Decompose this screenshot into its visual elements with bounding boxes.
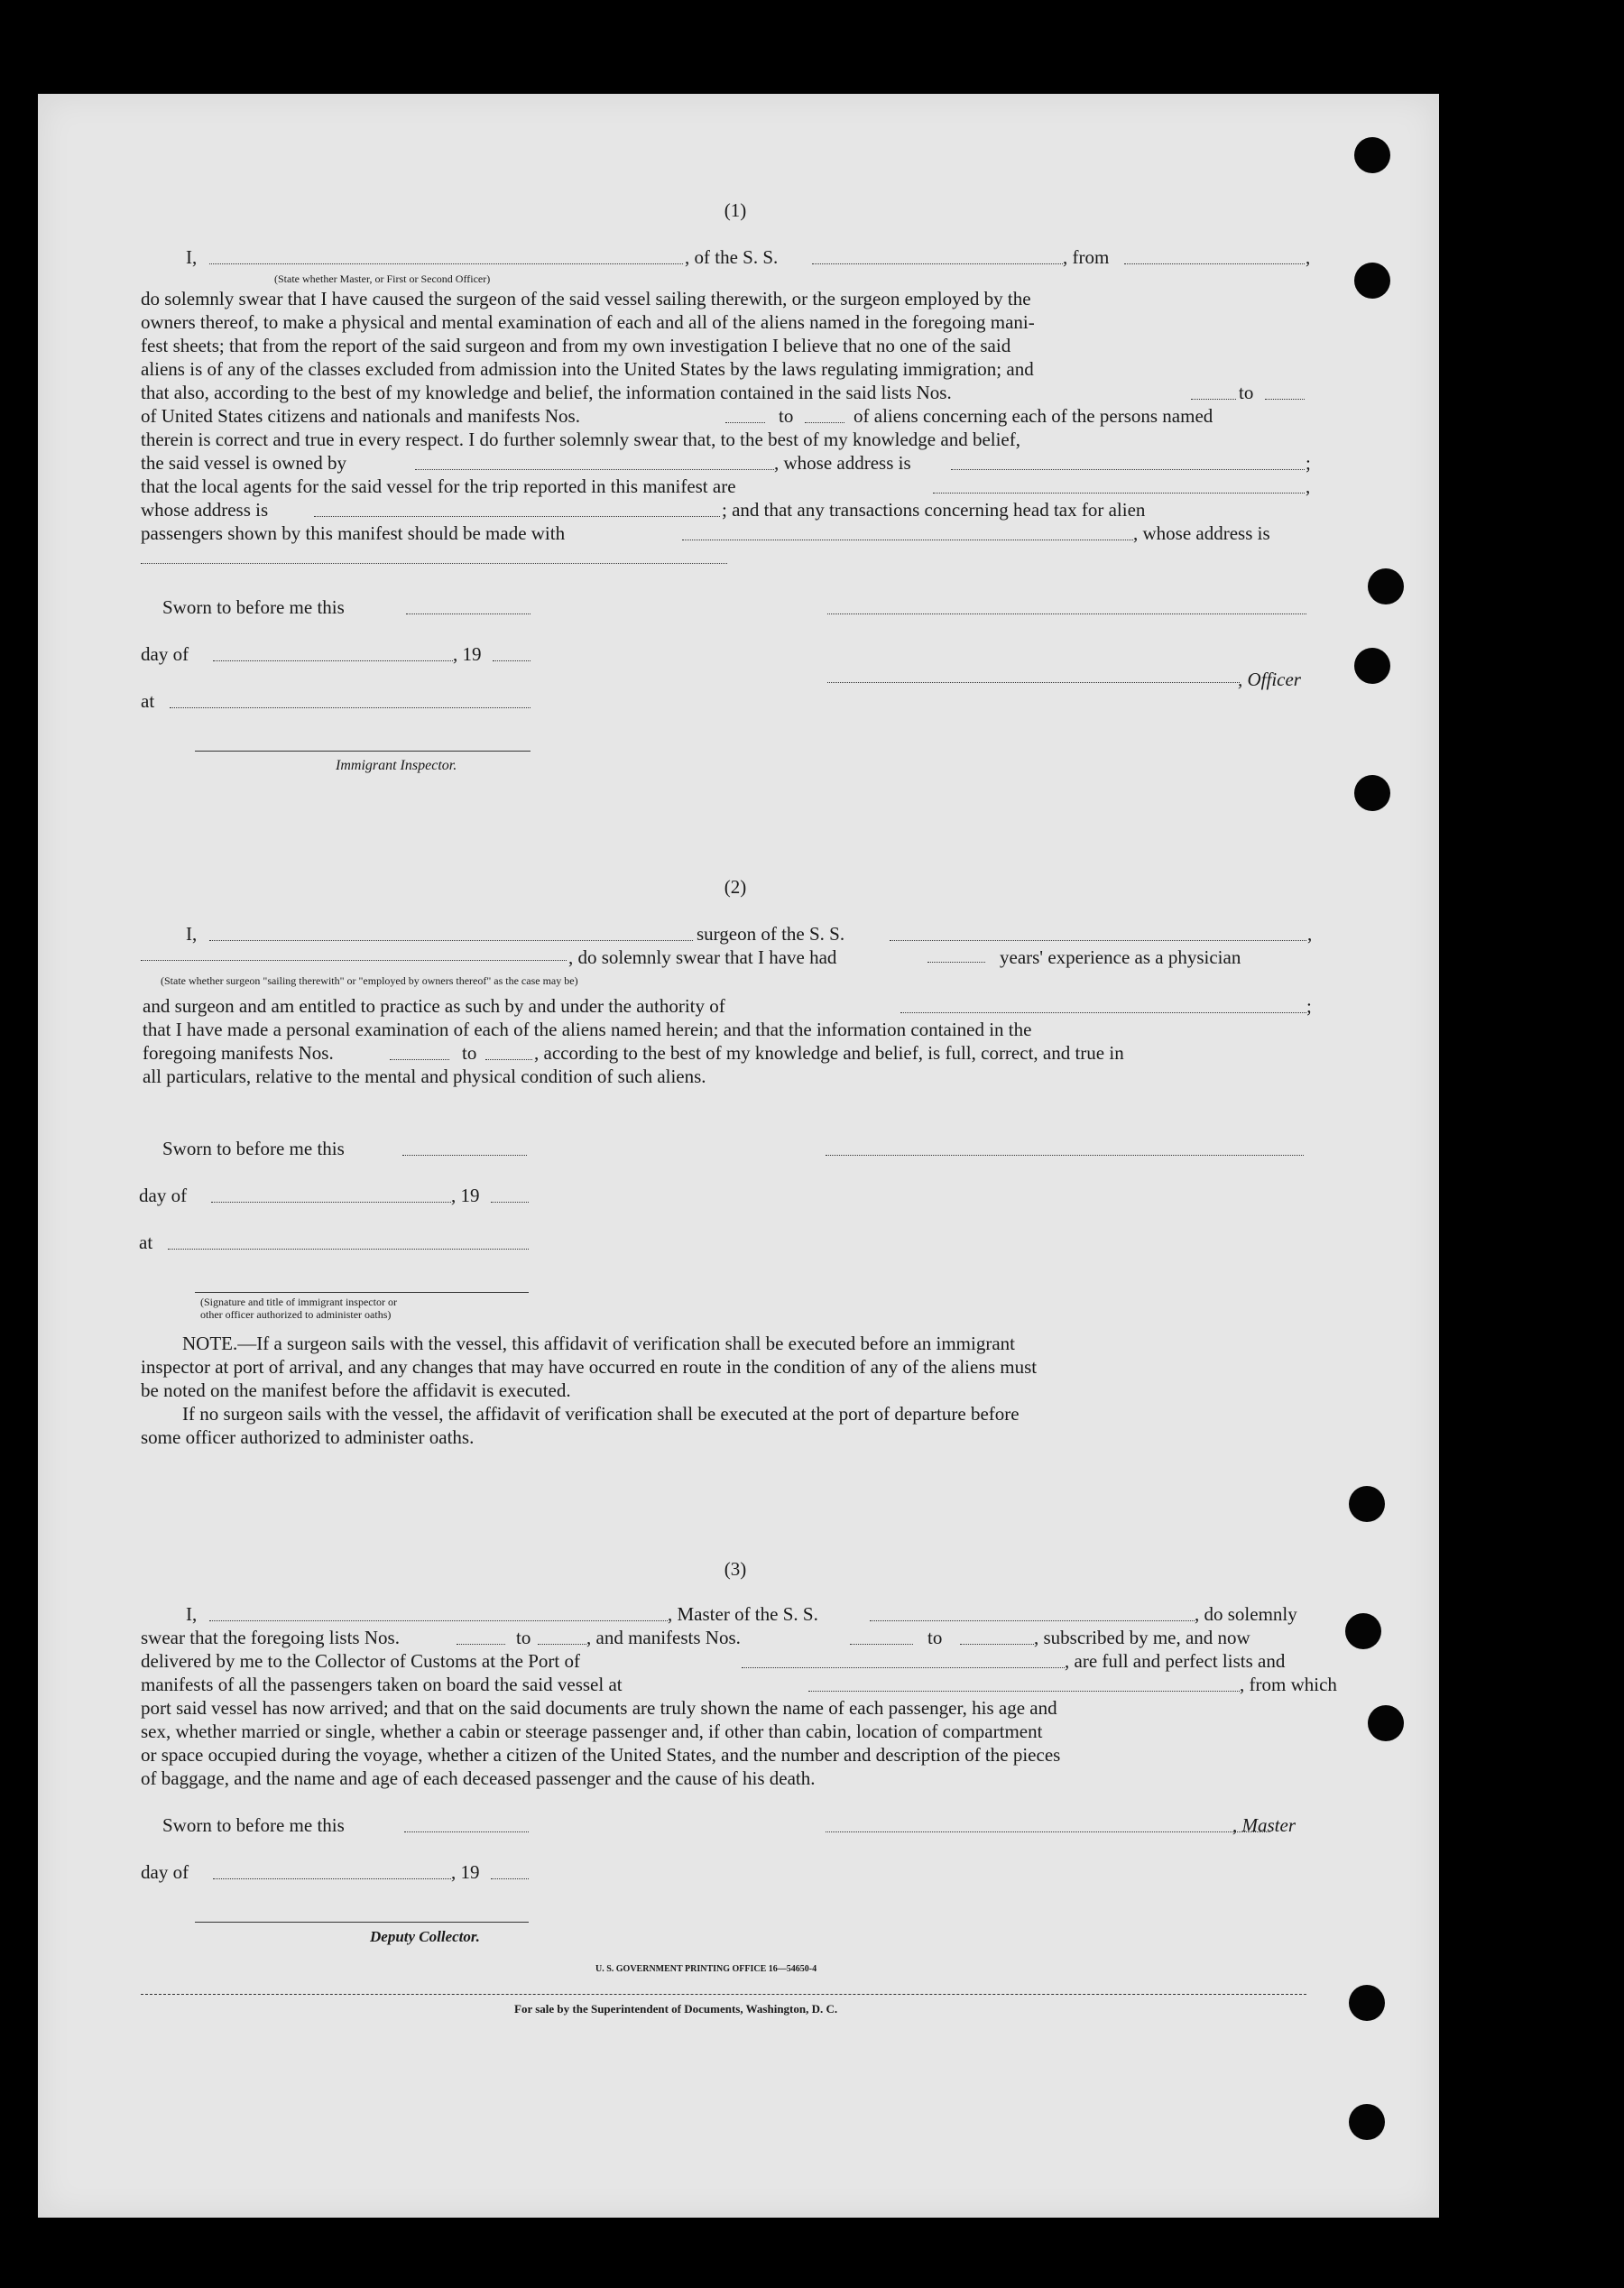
vessel-name-field[interactable] bbox=[812, 263, 1063, 264]
oath-line: , do solemnly swear that I have had bbox=[568, 946, 837, 968]
surgeon-status-field[interactable] bbox=[141, 960, 567, 961]
punch-hole-icon bbox=[1349, 2104, 1385, 2140]
whose-address-label: , whose address is bbox=[774, 452, 911, 474]
signature-hint: other officer authorized to administer oaths) bbox=[200, 1308, 392, 1321]
lists-from-field[interactable] bbox=[1191, 399, 1236, 400]
oath-line: , do solemnly bbox=[1195, 1603, 1297, 1625]
whose-address-label: , whose address is bbox=[1133, 522, 1270, 544]
sale-notice: For sale by the Superintendent of Documents, Washington, D. C. bbox=[514, 2002, 838, 2016]
manifests-to-field[interactable] bbox=[805, 422, 844, 423]
deputy-label: Deputy Collector. bbox=[370, 1928, 480, 1945]
years-experience-field[interactable] bbox=[927, 962, 985, 963]
field-hint: (State whether Master, or First or Second Officer) bbox=[274, 272, 491, 285]
manifests-from-field[interactable] bbox=[725, 422, 765, 423]
year-field[interactable] bbox=[493, 660, 531, 661]
sworn-label: Sworn to before me this bbox=[162, 1138, 345, 1159]
surgeon-name-field[interactable] bbox=[209, 940, 693, 941]
local-agents-label: that the local agents for the said vessel for the trip reported in this manifest are bbox=[141, 475, 736, 497]
punctuation: ; bbox=[1306, 995, 1312, 1017]
owned-by-label: the said vessel is owned by bbox=[141, 452, 347, 474]
oath-line: of United States citizens and nationals and manifests Nos. bbox=[141, 405, 580, 427]
note-line: be noted on the manifest before the affidavit is executed. bbox=[141, 1379, 571, 1401]
manifests-to-field[interactable] bbox=[960, 1644, 1034, 1645]
owner-field[interactable] bbox=[415, 469, 774, 470]
oath-line: , and manifests Nos. bbox=[586, 1627, 741, 1648]
surgeon-of-label: surgeon of the S. S. bbox=[697, 923, 845, 945]
punctuation: , bbox=[1307, 923, 1313, 945]
from-label: , from bbox=[1063, 246, 1110, 268]
oath-line: and surgeon and am entitled to practice as such by and under the authority of bbox=[143, 995, 725, 1017]
of-ss-label: , of the S. S. bbox=[685, 246, 779, 268]
day-of-label: day of bbox=[141, 1861, 189, 1883]
punch-hole-icon bbox=[1368, 1705, 1404, 1741]
lists-to-field[interactable] bbox=[1265, 399, 1305, 400]
deputy-signature-line[interactable] bbox=[195, 1922, 529, 1923]
punch-hole-icon bbox=[1368, 568, 1404, 604]
punch-hole-icon bbox=[1354, 775, 1390, 811]
note-text: —If a surgeon sails with the vessel, this affidavit of verification shall be executed before an immigrant bbox=[237, 1333, 1015, 1354]
oath-line: , are full and perfect lists and bbox=[1065, 1650, 1286, 1672]
day-of-field[interactable] bbox=[213, 1878, 451, 1879]
oath-line: manifests of all the passengers taken on board the said vessel at bbox=[141, 1674, 623, 1695]
oath-line: that I have made a personal examination of each of the aliens named herein; and that the information contained in the bbox=[143, 1019, 1032, 1040]
at-place-field[interactable] bbox=[168, 1249, 529, 1250]
oath-line: aliens is of any of the classes excluded from admission into the United States by the laws regulating immigration; and bbox=[141, 358, 1034, 380]
head-tax-address-field[interactable] bbox=[141, 563, 727, 564]
officer-label: , Officer bbox=[1238, 669, 1301, 690]
manifests-from-field[interactable] bbox=[390, 1059, 449, 1060]
oath-line: sex, whether married or single, whether a cabin or steerage passenger and, if other than cabin, location of compartment bbox=[141, 1721, 1043, 1742]
oath-line: fest sheets; that from the report of the said surgeon and from my own investigation I believe that no one of the said bbox=[141, 335, 1011, 356]
manifests-to-field[interactable] bbox=[485, 1059, 532, 1060]
authority-field[interactable] bbox=[900, 1012, 1306, 1013]
oath-line: or space occupied during the voyage, whether a citizen of the United States, and the number and description of the pieces bbox=[141, 1744, 1061, 1766]
form-page bbox=[38, 94, 1439, 2218]
oath-line: of baggage, and the name and age of each deceased passenger and the cause of his death. bbox=[141, 1767, 816, 1789]
departure-port-field[interactable] bbox=[808, 1691, 1240, 1692]
master-vessel-field[interactable] bbox=[870, 1620, 1195, 1621]
inspector-signature-line[interactable] bbox=[195, 751, 531, 752]
oath-line: foregoing manifests Nos. bbox=[143, 1042, 334, 1064]
punctuation: , bbox=[1306, 246, 1311, 268]
oath-line: , according to the best of my knowledge and belief, is full, correct, and true in bbox=[534, 1042, 1124, 1064]
field-hint: (State whether surgeon "sailing therewith" or "employed by owners thereof" as the case may be) bbox=[161, 974, 578, 987]
note-line bbox=[182, 1332, 1015, 1355]
signature-hint: (Signature and title of immigrant inspector or bbox=[200, 1296, 397, 1308]
punch-hole-icon bbox=[1349, 1486, 1385, 1522]
punch-hole-icon bbox=[1354, 648, 1390, 684]
whose-address-label: whose address is bbox=[141, 499, 269, 521]
master-label: , Master bbox=[1232, 1814, 1296, 1836]
oath-line: swear that the foregoing lists Nos. bbox=[141, 1627, 400, 1648]
at-label: at bbox=[141, 690, 155, 712]
oath-line: that also, according to the best of my knowledge and belief, the information contained in the said lists Nos. bbox=[141, 382, 952, 403]
year-label: , 19 bbox=[451, 1861, 480, 1883]
punch-hole-icon bbox=[1345, 1613, 1381, 1649]
sworn-date-field[interactable] bbox=[404, 1831, 529, 1832]
section-number: (1) bbox=[724, 199, 747, 221]
oath-line: port said vessel has now arrived; and that on the said documents are truly shown the name of each passenger, his age and bbox=[141, 1697, 1057, 1719]
day-of-label: day of bbox=[141, 643, 189, 665]
note-label: NOTE. bbox=[182, 1333, 238, 1354]
section-number: (3) bbox=[724, 1558, 747, 1580]
note-line: If no surgeon sails with the vessel, the affidavit of verification shall be executed at the port of departure before bbox=[182, 1403, 1020, 1425]
surgeon-signature-field[interactable] bbox=[826, 1155, 1304, 1156]
punch-hole-icon bbox=[1354, 137, 1390, 173]
day-of-field[interactable] bbox=[213, 660, 453, 661]
officer-title-field[interactable] bbox=[827, 682, 1240, 683]
punch-hole-icon bbox=[1349, 1985, 1385, 2021]
punctuation: , bbox=[1306, 475, 1311, 497]
year-label: , 19 bbox=[451, 1185, 480, 1206]
oath-line: , from which bbox=[1240, 1674, 1337, 1695]
oath-line: of aliens concerning each of the persons named bbox=[854, 405, 1213, 427]
i-label: I, bbox=[186, 1603, 198, 1625]
manifests-from-field[interactable] bbox=[850, 1644, 913, 1645]
oath-line: delivered by me to the Collector of Customs at the Port of bbox=[141, 1650, 580, 1672]
day-of-label: day of bbox=[139, 1185, 188, 1206]
inspector-signature-line[interactable] bbox=[195, 1292, 529, 1293]
i-label: I, bbox=[186, 246, 198, 268]
footer-rule bbox=[141, 1994, 1306, 1995]
to-label: to bbox=[516, 1627, 531, 1648]
punctuation: ; bbox=[1306, 452, 1311, 474]
oath-line: years' experience as a physician bbox=[1000, 946, 1241, 968]
print-office-line: U. S. GOVERNMENT PRINTING OFFICE 16—54650-4 bbox=[595, 1964, 817, 1974]
master-name-field[interactable] bbox=[209, 1620, 668, 1621]
surgeon-vessel-field[interactable] bbox=[890, 940, 1306, 941]
to-label: to bbox=[1239, 382, 1254, 403]
oath-line: do solemnly swear that I have caused the surgeon of the said vessel sailing therewith, or the surgeon employed by the bbox=[141, 288, 1031, 309]
officer-rank-field[interactable] bbox=[209, 263, 683, 264]
to-label: to bbox=[462, 1042, 477, 1064]
owner-address-field[interactable] bbox=[951, 469, 1305, 470]
oath-line: all particulars, relative to the mental and physical condition of such aliens. bbox=[143, 1066, 706, 1087]
to-label: to bbox=[779, 405, 794, 427]
note-line: some officer authorized to administer oaths. bbox=[141, 1426, 475, 1448]
to-label: to bbox=[927, 1627, 943, 1648]
note-line: inspector at port of arrival, and any changes that may have occurred en route in the condition of any of the aliens must bbox=[141, 1356, 1038, 1378]
year-field[interactable] bbox=[491, 1878, 529, 1879]
at-place-field[interactable] bbox=[170, 707, 531, 708]
local-agents-field[interactable] bbox=[933, 493, 1305, 494]
head-tax-label: passengers shown by this manifest should be made with bbox=[141, 522, 566, 544]
lists-to-field[interactable] bbox=[538, 1644, 586, 1645]
sworn-label: Sworn to before me this bbox=[162, 1814, 345, 1836]
oath-line: therein is correct and true in every respect. I do further solemnly swear that, to the best of my knowledge and belief, bbox=[141, 429, 1020, 450]
lists-from-field[interactable] bbox=[457, 1644, 505, 1645]
oath-line: , subscribed by me, and now bbox=[1034, 1627, 1250, 1648]
inspector-label: Immigrant Inspector. bbox=[336, 758, 457, 773]
from-port-field[interactable] bbox=[1124, 263, 1305, 264]
oath-line: ; and that any transactions concerning head tax for alien bbox=[722, 499, 1146, 521]
master-signature-field[interactable] bbox=[826, 1831, 1270, 1832]
at-label: at bbox=[139, 1232, 153, 1253]
customs-port-field[interactable] bbox=[742, 1667, 1065, 1668]
i-label: I, bbox=[186, 923, 198, 945]
punch-hole-icon bbox=[1354, 263, 1390, 299]
day-of-field[interactable] bbox=[211, 1202, 451, 1203]
section-number: (2) bbox=[724, 876, 747, 898]
sworn-label: Sworn to before me this bbox=[162, 596, 345, 618]
year-label: , 19 bbox=[453, 643, 482, 665]
sworn-date-field[interactable] bbox=[402, 1155, 527, 1156]
master-of-label: , Master of the S. S. bbox=[668, 1603, 818, 1625]
oath-line: owners thereof, to make a physical and mental examination of each and all of the aliens named in the foregoing mani- bbox=[141, 311, 1035, 333]
year-field[interactable] bbox=[491, 1202, 529, 1203]
agents-address-field[interactable] bbox=[314, 516, 720, 517]
